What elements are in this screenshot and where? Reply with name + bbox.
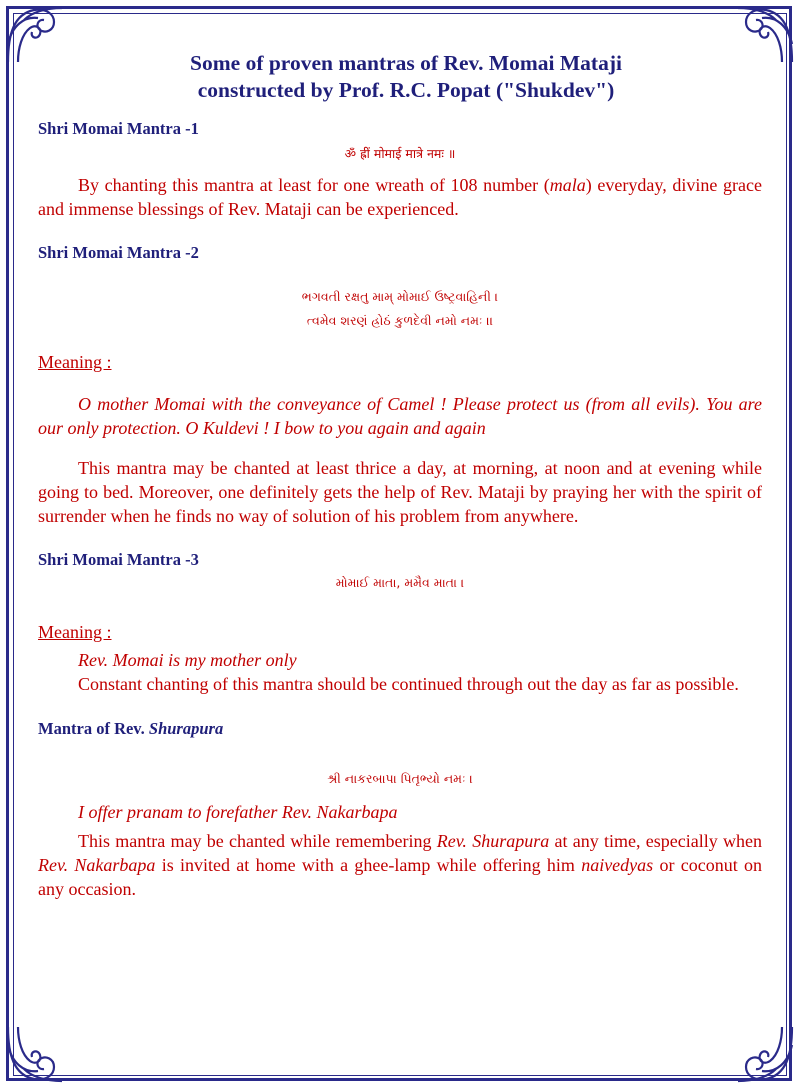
mantra-1-gujarati: ॐ ह्रीं मोमाई मात्रे नमः ॥ — [344, 146, 456, 161]
document-body — [38, 50, 762, 901]
title-line-2: constructed by Prof. R.C. Popat ("Shukdev") — [197, 78, 615, 102]
mantra-3-heading: Shri Momai Mantra -3 — [38, 550, 199, 569]
mantra-3-meaning-text: Rev. Momai is my mother only — [78, 650, 297, 670]
mantra-3-gujarati: મોમાઈ માતા, મમૈવ માતા । — [335, 575, 465, 590]
shurapura-heading: Mantra of Rev. Shurapura — [38, 719, 224, 738]
mantra-1-heading: Shri Momai Mantra -1 — [38, 119, 199, 138]
corner-ornament-icon — [734, 1023, 796, 1085]
corner-ornament-icon — [4, 1023, 66, 1085]
page-title — [38, 50, 762, 104]
mantra-3-paragraph: Constant chanting of this mantra should be continued through out the day as far as possible. — [78, 674, 739, 694]
mantra-3-meaning-label: Meaning : — [38, 622, 112, 642]
mantra-2-gujarati-line-2: ત્વમેવ શરણં હ્રોઠં કુળદેવી નમો નમઃ ।। — [306, 313, 494, 328]
shurapura-gujarati: શ્રી નાકરબાપા પિતૃભ્યો નમઃ । — [327, 771, 473, 786]
mantra-2-heading: Shri Momai Mantra -2 — [38, 243, 199, 262]
shurapura-meaning-text: I offer pranam to forefather Rev. Nakarbapa — [78, 802, 398, 822]
mantra-2-paragraph: This mantra may be chanted at least thrice a day, at morning, at noon and at evening while going to bed. Moreover, one definitely gets the help of Rev. Mataji by praying her with the spirit of surrender when he finds no way of solution of his problem from anywhere. — [38, 458, 762, 526]
title-line-1: Some of proven mantras of Rev. Momai Mataji — [190, 51, 622, 75]
shurapura-paragraph: This mantra may be chanted while remembering Rev. Shurapura at any time, especially when Rev. Nakarbapa is invited at home with a ghee-lamp while offering him naivedyas or coconut on any occasion. — [38, 831, 763, 899]
mantra-2-meaning-label: Meaning : — [38, 352, 112, 372]
mantra-2-meaning-text: O mother Momai with the conveyance of Camel ! Please protect us (from all evils). You are our only protection. O Kuldevi ! I bow to you again and again — [38, 394, 762, 438]
mantra-2-gujarati-line-1: ભગવતી રક્ષતુ મામ્ મોમાઈ ઉષ્ટ્રવાહિની । — [301, 289, 499, 304]
mantra-1-paragraph: By chanting this mantra at least for one wreath of 108 number (mala) everyday, divine grace and immense blessings of Rev. Mataji can be experienced. — [38, 175, 762, 219]
